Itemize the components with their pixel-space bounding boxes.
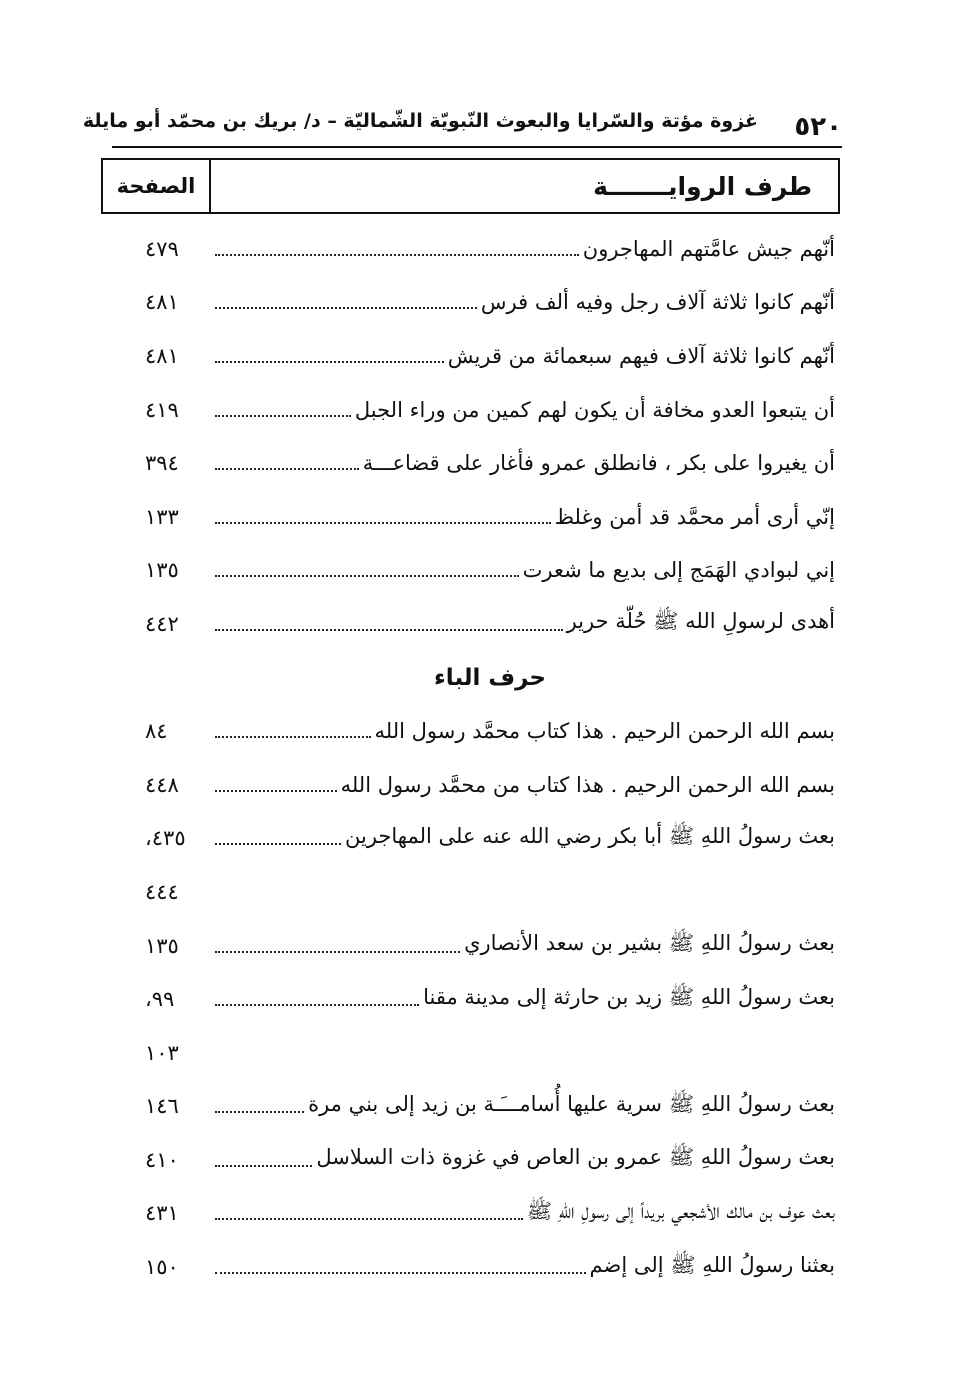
dot-leader xyxy=(215,361,444,363)
entry-text: بسم الله الرحمن الرحيم . هذا كتاب من محمَّد رسول الله xyxy=(340,772,835,797)
index-entry xyxy=(145,1080,835,1134)
dot-leader xyxy=(215,1111,304,1113)
index-entry xyxy=(145,1133,835,1187)
entry-page: ٨٤ xyxy=(145,719,168,744)
entry-text: أنّهم كانوا ثلاثة آلاف رجل وفيه ألف فرس xyxy=(480,290,835,315)
entry-page: ١٥٠ xyxy=(145,1255,179,1280)
entry-page: ٤٣١ xyxy=(145,1201,179,1226)
index-entry xyxy=(145,812,835,866)
entry-page: ٩٩، xyxy=(145,987,175,1012)
entry-page: ٤٤٨ xyxy=(145,772,179,797)
index-entry xyxy=(145,544,835,598)
index-entry xyxy=(145,597,835,651)
entry-page: ٤١٩ xyxy=(145,397,179,422)
entry-text: بعث رسولُ اللهِ ﷺ أبا بكر رضي الله عنه على المهاجرين xyxy=(345,823,835,848)
dot-leader xyxy=(215,736,371,738)
index-entry-continuation xyxy=(145,865,835,919)
entry-page: ٤٣٥، xyxy=(145,826,186,851)
entry-text: بعثنا رسولُ اللهِ ﷺ إلى إضم xyxy=(589,1252,835,1277)
index-entry xyxy=(145,329,835,383)
dot-leader xyxy=(215,790,337,792)
running-head xyxy=(82,104,842,144)
index-entry xyxy=(145,919,835,973)
entry-text: بعث رسولُ اللهِ ﷺ عمرو بن العاص في غزوة ذات السلاسل xyxy=(316,1145,835,1170)
entry-text: أهدى لرسولِ الله ﷺ حُلّة حرير xyxy=(566,609,835,634)
entry-page: ٤٨١ xyxy=(145,290,179,315)
dot-leader xyxy=(215,468,359,470)
entry-text: إنّي أرى أمر محمَّد قد أمن وغلظ xyxy=(554,504,835,529)
entry-text: أن يتبعوا العدو مخافة أن يكون لهم كمين من وراء الجبل xyxy=(354,397,835,422)
header-rule xyxy=(112,146,842,148)
index-entry xyxy=(145,1240,835,1294)
entry-text: بعث رسولُ اللهِ ﷺ سرية عليها أُسامـــَـة بن زيد إلى بني مرة xyxy=(308,1091,835,1116)
dot-leader xyxy=(215,522,551,524)
entry-page: ٤٤٤ xyxy=(145,879,179,904)
index-entry xyxy=(145,222,835,276)
dot-leader xyxy=(215,629,563,631)
index-entry xyxy=(145,276,835,330)
dot-leader xyxy=(215,1165,312,1167)
dot-leader xyxy=(215,307,477,309)
running-title: غزوة مؤتة والسّرايا والبعوث النّبويّة الشّماليّة – د/ بريك بن محمّد أبو مايلة xyxy=(82,110,758,132)
entry-page: ١٣٥ xyxy=(145,558,179,583)
dot-leader xyxy=(215,951,460,953)
entry-text: أنّهم كانوا ثلاثة آلاف فيهم سبعمائة من قريش xyxy=(447,343,835,368)
dot-leader xyxy=(215,575,519,577)
index-entry xyxy=(145,436,835,490)
narration-column-header: طرف الروايـــــــة xyxy=(593,171,812,201)
index-entry-continuation xyxy=(145,1026,835,1080)
entry-page: ٤٤٢ xyxy=(145,611,179,636)
entry-page: ١٤٦ xyxy=(145,1094,179,1119)
entry-page: ٣٩٤ xyxy=(145,451,179,476)
entry-page: ٤١٠ xyxy=(145,1147,179,1172)
entry-text: إني لبوادي الهَمَج إلى بديع ما شعرت xyxy=(522,558,835,583)
dot-leader xyxy=(215,1218,523,1220)
page-number: ٥٢٠ xyxy=(794,112,842,142)
entry-text: بسم الله الرحمن الرحيم . هذا كتاب محمَّد رسول الله xyxy=(374,719,835,744)
entry-page: ١٠٣ xyxy=(145,1040,179,1065)
entry-text: بعث رسولُ اللهِ ﷺ زيد بن حارثة إلى مدينة مقنا xyxy=(423,984,835,1009)
dot-leader xyxy=(215,254,579,256)
entry-text: بعث عوف بن مالك الأشجعي بريداً إلى رسولِ اللهِ ﷺ xyxy=(526,1198,835,1223)
entry-text: أنّهم جيش عامَّتهم المهاجرون xyxy=(582,236,835,261)
index-entries xyxy=(145,222,835,1294)
index-entry xyxy=(145,758,835,812)
index-entry xyxy=(145,490,835,544)
index-entry xyxy=(145,972,835,1026)
entry-page: ٤٧٩ xyxy=(145,236,179,261)
index-entry xyxy=(145,383,835,437)
dot-leader xyxy=(215,1004,419,1006)
entry-page: ٤٨١ xyxy=(145,343,179,368)
dot-leader xyxy=(215,1272,586,1274)
dot-leader xyxy=(215,843,341,845)
section-heading: حرف الباء xyxy=(434,664,546,691)
index-table-header xyxy=(101,158,840,214)
entry-text: أن يغيروا على بكر ، فانطلق عمرو فأغار على قضاعـــة xyxy=(362,451,835,476)
index-entry xyxy=(145,1187,835,1241)
entry-text: بعث رسولُ اللهِ ﷺ بشير بن سعد الأنصاري xyxy=(464,931,835,956)
dot-leader xyxy=(215,415,351,417)
page-column-header: الصفحة xyxy=(103,160,211,212)
entry-page: ١٣٣ xyxy=(145,504,179,529)
entry-page: ١٣٥ xyxy=(145,933,179,958)
index-entry xyxy=(145,704,835,758)
